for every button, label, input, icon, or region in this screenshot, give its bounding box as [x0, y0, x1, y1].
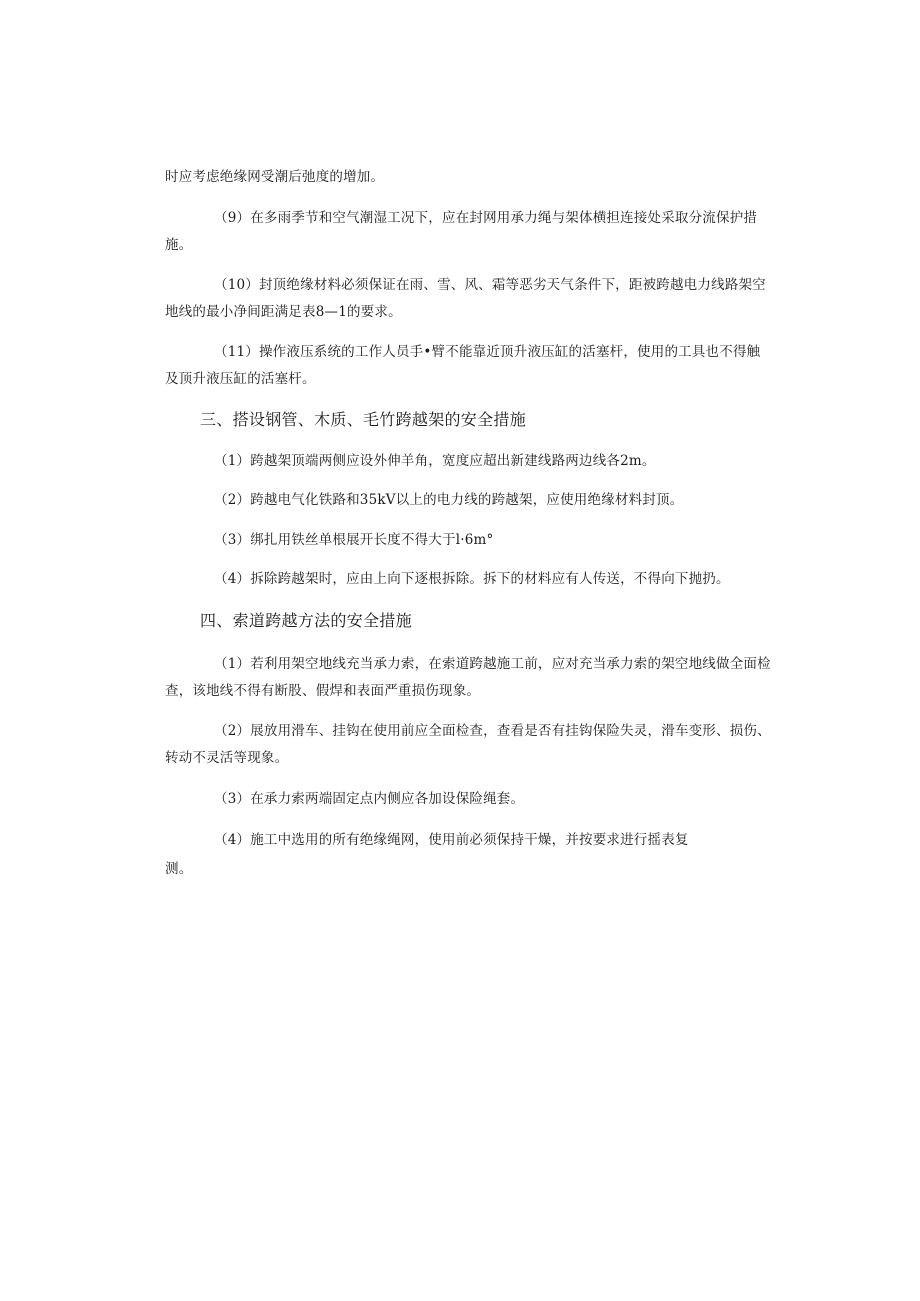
section-4-item-4-line-2: 测。 [165, 861, 193, 877]
paragraph-10-line-2: 地线的最小净间距满足表8—1的要求。 [165, 304, 402, 320]
section-4-item-2-line-2: 转动不灵活等现象。 [165, 750, 289, 766]
section-4-item-1-line-1: （1）若利用架空地线充当承力索，在索道跨越施工前，应对充当承力索的架空地线做全面检 [214, 656, 771, 672]
section-4-item-1-line-2: 查，该地线不得有断股、假焊和表面严重损伤现象。 [165, 683, 481, 699]
section-3-item-4: （4）拆除跨越架时，应由上向下逐根拆除。拆下的材料应有人传送，不得向下抛扔。 [214, 571, 730, 587]
paragraph-8-continuation: 时应考虑绝缘网受潮后弛度的增加。 [165, 169, 385, 185]
paragraph-9-line-2: 施。 [165, 237, 193, 253]
paragraph-11-line-1: （11）操作液压系统的工作人员手•臂不能靠近顶升液压缸的活塞杆，使用的工具也不得触 [214, 344, 761, 360]
section-4-item-2-line-1: （2）展放用滑车、挂钩在使用前应全面检查，查看是否有挂钩保险失灵，滑车变形、损伤、 [214, 723, 771, 739]
section-3-item-3: （3）绑扎用铁丝单根展开长度不得大于l·6m° [214, 532, 494, 548]
section-3-item-1: （1）跨越架顶端两侧应设外伸羊角，宽度应超出新建线路两边线各2m。 [214, 453, 656, 469]
paragraph-11-line-2: 及顶升液压缸的活塞杆。 [165, 371, 316, 387]
section-3-heading: 三、搭设钢管、木质、毛竹跨越架的安全措施 [200, 410, 527, 429]
section-3-item-2: （2）跨越电气化铁路和35kV以上的电力线的跨越架，应使用绝缘材料封顶。 [214, 492, 684, 508]
paragraph-10-line-1: （10）封顶绝缘材料必须保证在雨、雪、风、霜等恶劣天气条件下，距被跨越电力线路架空 [214, 277, 766, 293]
section-4-heading: 四、索道跨越方法的安全措施 [200, 611, 412, 630]
section-4-item-3-line-1: （3）在承力索两端固定点内侧应各加设保险绳套。 [214, 791, 525, 807]
section-4-item-4-line-1: （4）施工中选用的所有绝缘绳网，使用前必须保持干燥，并按要求进行摇表复 [214, 832, 689, 848]
paragraph-9-line-1: （9）在多雨季节和空气潮湿工况下，应在封网用承力绳与架体横担连接处采取分流保护措 [214, 210, 758, 226]
